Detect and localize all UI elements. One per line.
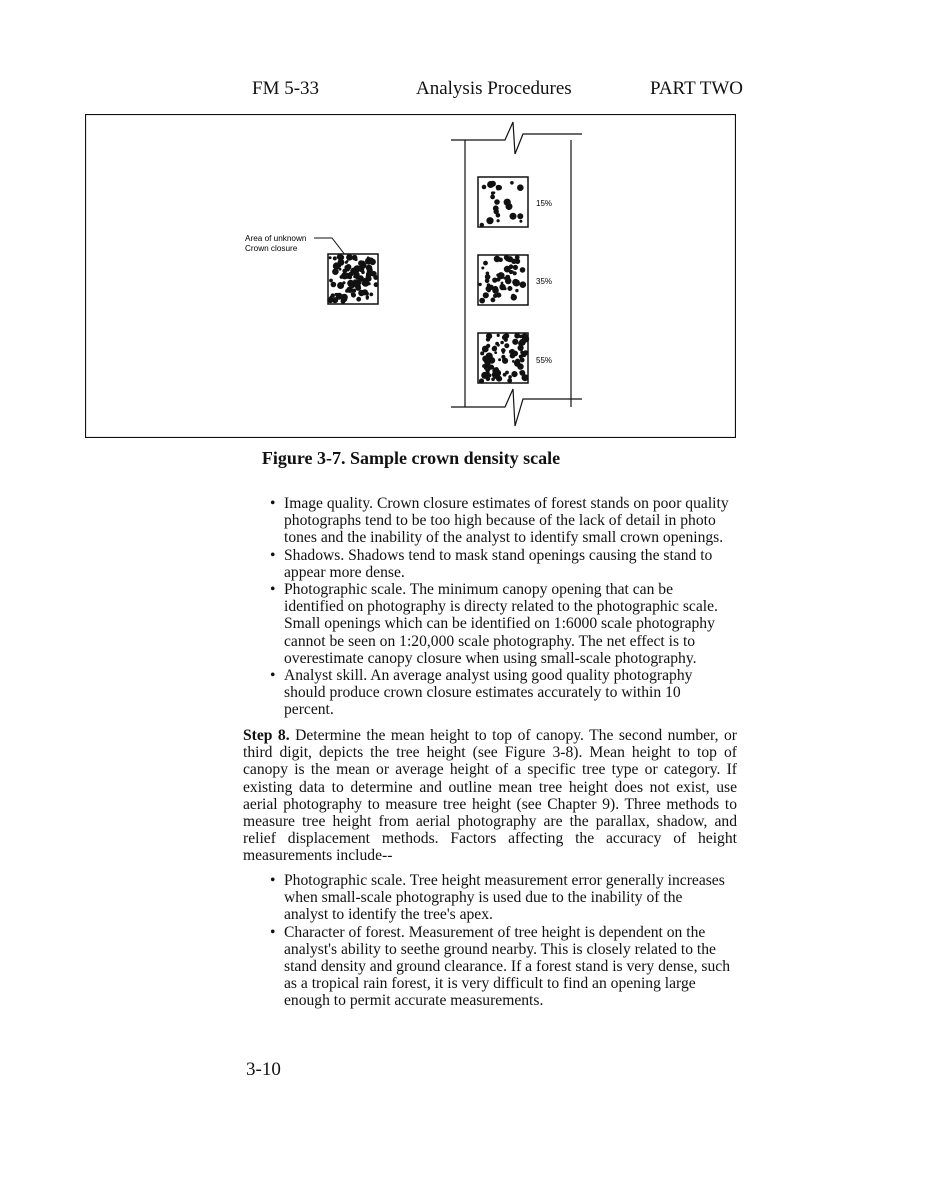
tree-crown-dot bbox=[519, 355, 523, 359]
tree-crown-dot bbox=[374, 282, 379, 287]
tree-crown-dot bbox=[509, 350, 513, 354]
list-item: • Photographic scale. Tree height measurement error generally increases when small-scale photography is used due to the inability of the analyst to identify the tree's apex. bbox=[270, 872, 730, 924]
tree-crown-dot bbox=[486, 344, 490, 348]
tree-crown-dot bbox=[333, 256, 337, 260]
tree-crown-dot bbox=[513, 279, 520, 286]
tree-crown-dot bbox=[504, 343, 509, 348]
tree-crown-dot bbox=[352, 289, 356, 293]
tree-crown-dot bbox=[329, 256, 332, 259]
tree-crown-dot bbox=[513, 265, 518, 270]
tree-crown-dot bbox=[507, 286, 512, 291]
tree-crown-dot bbox=[351, 293, 356, 298]
tree-crown-dot bbox=[355, 285, 361, 291]
tree-crown-dot bbox=[522, 374, 529, 381]
tree-crown-dot bbox=[371, 271, 377, 277]
running-header-left: FM 5-33 bbox=[252, 78, 320, 99]
unknown-crown-sample bbox=[327, 254, 378, 304]
tree-crown-dot bbox=[486, 217, 493, 224]
tree-crown-dot bbox=[498, 258, 503, 263]
tree-crown-dot bbox=[519, 371, 523, 375]
tree-crown-dot bbox=[518, 345, 524, 351]
tree-crown-dot bbox=[511, 371, 517, 377]
tree-crown-dot bbox=[502, 334, 508, 340]
tree-crown-dot bbox=[358, 290, 364, 296]
tree-crown-dot bbox=[503, 373, 507, 377]
tree-crown-dot bbox=[519, 220, 522, 223]
unknown-label-line2: Crown closure bbox=[245, 244, 298, 253]
tree-crown-dot bbox=[498, 377, 502, 381]
height-factors-list bbox=[270, 872, 730, 1010]
tree-crown-dot bbox=[491, 191, 494, 194]
tree-crown-dot bbox=[336, 293, 343, 300]
tree-crown-dot bbox=[341, 300, 345, 304]
tree-crown-dot bbox=[492, 346, 497, 351]
scale-label-35: 35% bbox=[536, 277, 553, 286]
figure-caption: Figure 3-7. Sample crown density scale bbox=[261, 448, 561, 468]
tree-crown-dot bbox=[496, 213, 501, 218]
tree-crown-dot bbox=[510, 181, 514, 185]
tree-crown-dot bbox=[485, 274, 491, 280]
tree-crown-dot bbox=[345, 289, 349, 293]
tree-crown-dot bbox=[482, 185, 487, 190]
tree-crown-dot bbox=[332, 268, 339, 275]
list-item: • Shadows. Shadows tend to mask stand openings causing the stand to appear more dense. bbox=[270, 547, 730, 581]
list-item: • Photographic scale. The minimum canopy opening that can be identified on photography is directy related to the photographic scale. Small openings which can be identified on 1:6000 scale photography cannot be seen on 1:20,000 scale photography. The net effect is to overestimate canopy closure when using small-scale photography. bbox=[270, 581, 730, 667]
tree-crown-dot bbox=[331, 282, 337, 288]
tree-crown-dot bbox=[366, 265, 372, 271]
tree-crown-dot bbox=[367, 256, 370, 259]
tree-crown-dot bbox=[329, 279, 333, 283]
tree-crown-dot bbox=[368, 282, 371, 285]
tree-crown-dot bbox=[502, 358, 505, 361]
tree-crown-dot bbox=[497, 344, 500, 347]
tree-crown-dot bbox=[483, 261, 488, 266]
tree-crown-dot bbox=[501, 282, 504, 285]
tree-crown-dot bbox=[510, 213, 517, 220]
tree-crown-dot bbox=[345, 261, 348, 264]
tree-crown-dot bbox=[494, 199, 500, 205]
tree-crown-dot bbox=[520, 281, 527, 288]
scale-sample-15 bbox=[478, 177, 528, 227]
tree-crown-dot bbox=[358, 260, 364, 266]
tree-crown-dot bbox=[507, 256, 513, 262]
tree-crown-dot bbox=[482, 356, 489, 363]
tree-crown-dot bbox=[369, 293, 373, 297]
tree-crown-dot bbox=[493, 205, 499, 211]
tree-crown-dot bbox=[365, 292, 369, 296]
tree-crown-dot bbox=[480, 223, 484, 227]
tree-crown-dot bbox=[361, 271, 365, 275]
tree-crown-dot bbox=[490, 181, 496, 187]
tree-crown-dot bbox=[502, 351, 505, 354]
step-8-paragraph bbox=[243, 727, 737, 865]
tree-crown-dot bbox=[482, 364, 486, 368]
running-header-title: Analysis Procedures bbox=[416, 78, 572, 99]
tree-crown-dot bbox=[341, 272, 348, 279]
tree-crown-dot bbox=[337, 264, 341, 268]
tree-crown-dot bbox=[498, 358, 501, 361]
tree-crown-dot bbox=[479, 378, 484, 383]
tree-crown-dot bbox=[327, 297, 333, 303]
tree-crown-dot bbox=[337, 282, 344, 289]
tree-crown-dot bbox=[515, 289, 518, 292]
tree-crown-dot bbox=[349, 257, 352, 260]
tree-crown-dot bbox=[348, 275, 352, 279]
tree-crown-dot bbox=[517, 213, 523, 219]
tree-crown-dot bbox=[515, 359, 520, 364]
tree-crown-dot bbox=[507, 378, 512, 383]
scale-sample-55 bbox=[478, 333, 529, 384]
scale-label-15: 15% bbox=[536, 199, 553, 208]
scale-sample-35 bbox=[478, 255, 528, 305]
tree-crown-dot bbox=[479, 298, 485, 304]
tree-crown-dot bbox=[496, 277, 500, 281]
step-8-text: Determine the mean height to top of canopy. The second number, or third digit, depicts the tree height (see Figure 3-8). Mean height to top of canopy is the mean or average height of a specific tree type or category. If existing data to determine and outline mean tree height does not exist, use aerial photography to measure tree height (see Chapter 9). Three methods to measure tree height from aerial photography are the parallax, shadow, and relief displacement methods. Factors affecting the accuracy of height measurements include-- bbox=[243, 727, 737, 865]
tree-crown-dot bbox=[483, 349, 486, 352]
tree-crown-dot bbox=[497, 334, 500, 337]
tree-crown-dot bbox=[353, 268, 358, 273]
tree-crown-dot bbox=[504, 199, 511, 206]
crown-density-figure bbox=[85, 114, 736, 438]
scale-label-55: 55% bbox=[536, 356, 553, 365]
tree-crown-dot bbox=[511, 294, 517, 300]
list-item: • Analyst skill. An average analyst using good quality photography should produce crown closure estimates accurately to within 10 percent. bbox=[270, 667, 730, 719]
tree-crown-dot bbox=[497, 219, 500, 222]
tree-crown-dot bbox=[365, 276, 371, 282]
tree-crown-dot bbox=[508, 375, 512, 379]
tree-crown-dot bbox=[520, 335, 523, 338]
tree-crown-dot bbox=[486, 372, 490, 376]
tree-crown-dot bbox=[480, 351, 484, 355]
tree-crown-dot bbox=[492, 371, 498, 377]
tree-crown-dot bbox=[356, 297, 361, 302]
tree-crown-dot bbox=[494, 351, 497, 354]
list-item: • Character of forest. Measurement of tree height is dependent on the analyst's ability to seethe ground nearby. This is closely related to the stand density and ground clearance. If a forest stand is very dense, such as a tropical rain forest, it is very difficult to find an opening large enough to permit accurate measurements. bbox=[270, 924, 730, 1010]
tree-crown-dot bbox=[349, 282, 355, 288]
running-header-right: PART TWO bbox=[650, 78, 744, 99]
tree-crown-dot bbox=[517, 184, 524, 191]
tree-crown-dot bbox=[500, 284, 504, 288]
tree-crown-dot bbox=[490, 195, 495, 200]
tree-crown-dot bbox=[520, 267, 526, 273]
tree-crown-dot bbox=[366, 295, 369, 298]
tree-crown-dot bbox=[491, 298, 496, 303]
tree-crown-dot bbox=[500, 341, 504, 345]
tree-crown-dot bbox=[496, 274, 499, 277]
tree-crown-dot bbox=[513, 271, 517, 275]
tree-crown-dot bbox=[504, 266, 511, 273]
tree-crown-dot bbox=[492, 287, 499, 294]
tree-crown-dot bbox=[523, 335, 527, 339]
step-8-lead: Step 8. bbox=[243, 727, 290, 744]
tree-crown-dot bbox=[514, 333, 520, 339]
tree-crown-dot bbox=[505, 275, 510, 280]
tree-crown-dot bbox=[478, 283, 481, 286]
page-number: 3-10 bbox=[246, 1059, 281, 1080]
tree-crown-dot bbox=[361, 279, 364, 282]
tree-crown-dot bbox=[486, 337, 490, 341]
tree-crown-dot bbox=[483, 292, 489, 298]
tree-crown-dot bbox=[486, 286, 492, 292]
tree-crown-dot bbox=[337, 254, 343, 260]
crown-closure-factors-list bbox=[270, 495, 730, 719]
tree-crown-dot bbox=[517, 363, 523, 369]
tree-crown-dot bbox=[512, 339, 518, 345]
tree-crown-dot bbox=[346, 264, 352, 270]
tree-crown-dot bbox=[496, 187, 499, 190]
unknown-label-line1: Area of unknown bbox=[245, 234, 307, 243]
tree-crown-dot bbox=[500, 273, 504, 277]
tree-crown-dot bbox=[504, 287, 507, 290]
tree-crown-dot bbox=[481, 267, 484, 270]
list-item: • Image quality. Crown closure estimates of forest stands on poor quality photographs tend to be too high because of the lack of detail in photo tones and the inability of the analyst to identify small crown openings. bbox=[270, 495, 730, 547]
